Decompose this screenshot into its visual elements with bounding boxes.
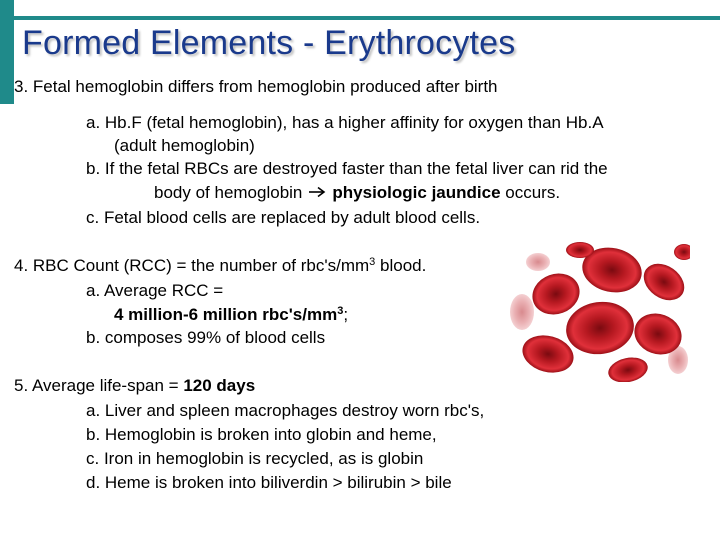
- red-blood-cells-image: [508, 242, 690, 382]
- rcc-value-sup: 3: [337, 305, 344, 317]
- section-5-heading: [14, 375, 255, 397]
- physiologic-jaundice-term: physiologic jaundice: [332, 183, 501, 202]
- section-5-item-a: a. Liver and spleen macrophages destroy worn rbc's,: [86, 401, 485, 420]
- section-4-heading-end: blood.: [375, 256, 427, 275]
- section-5-item-c: c. Iron in hemoglobin is recycled, as is globin: [86, 449, 424, 468]
- section-3-item-b-cont: [154, 182, 560, 204]
- section-3-item-a-cont: (adult hemoglobin): [114, 136, 255, 155]
- section-3-item-c: c. Fetal blood cells are replaced by adult blood cells.: [86, 208, 481, 227]
- section-5-item-b: b. Hemoglobin is broken into globin and heme,: [86, 425, 437, 444]
- life-span-value: 120 days: [183, 376, 256, 395]
- section-5-heading-text: 5. Average life-span =: [14, 376, 184, 395]
- section-4-item-a: a. Average RCC =: [86, 281, 224, 300]
- rcc-value-end: ;: [343, 305, 349, 324]
- section-3-item-b: b. If the fetal RBCs are destroyed faster than the fetal liver can rid the: [86, 159, 608, 178]
- section-4-item-a-value: [114, 304, 348, 326]
- rcc-value: 4 million-6 million rbc's/mm: [114, 305, 338, 324]
- title-rule: [14, 16, 720, 20]
- section-3-item-a: a. Hb.F (fetal hemoglobin), has a higher affinity for oxygen than Hb.A: [86, 113, 604, 132]
- section-3-heading: 3. Fetal hemoglobin differs from hemoglobin produced after birth: [14, 77, 498, 96]
- section-3-item-b-text: body of hemoglobin: [154, 183, 303, 202]
- section-5-item-d: d. Heme is broken into biliverdin > bilirubin > bile: [86, 473, 452, 492]
- accent-bar: [0, 0, 14, 104]
- slide-title: Formed Elements - Erythrocytes: [22, 24, 516, 62]
- section-3-item-b-end: occurs.: [500, 183, 561, 202]
- section-4-heading-text: 4. RBC Count (RCC) = the number of rbc's/mm: [14, 256, 370, 275]
- right-arrow-icon: [308, 182, 326, 204]
- section-4-heading-sup: 3: [369, 256, 376, 268]
- section-4-heading: [14, 255, 426, 277]
- section-4-item-b: b. composes 99% of blood cells: [86, 328, 326, 347]
